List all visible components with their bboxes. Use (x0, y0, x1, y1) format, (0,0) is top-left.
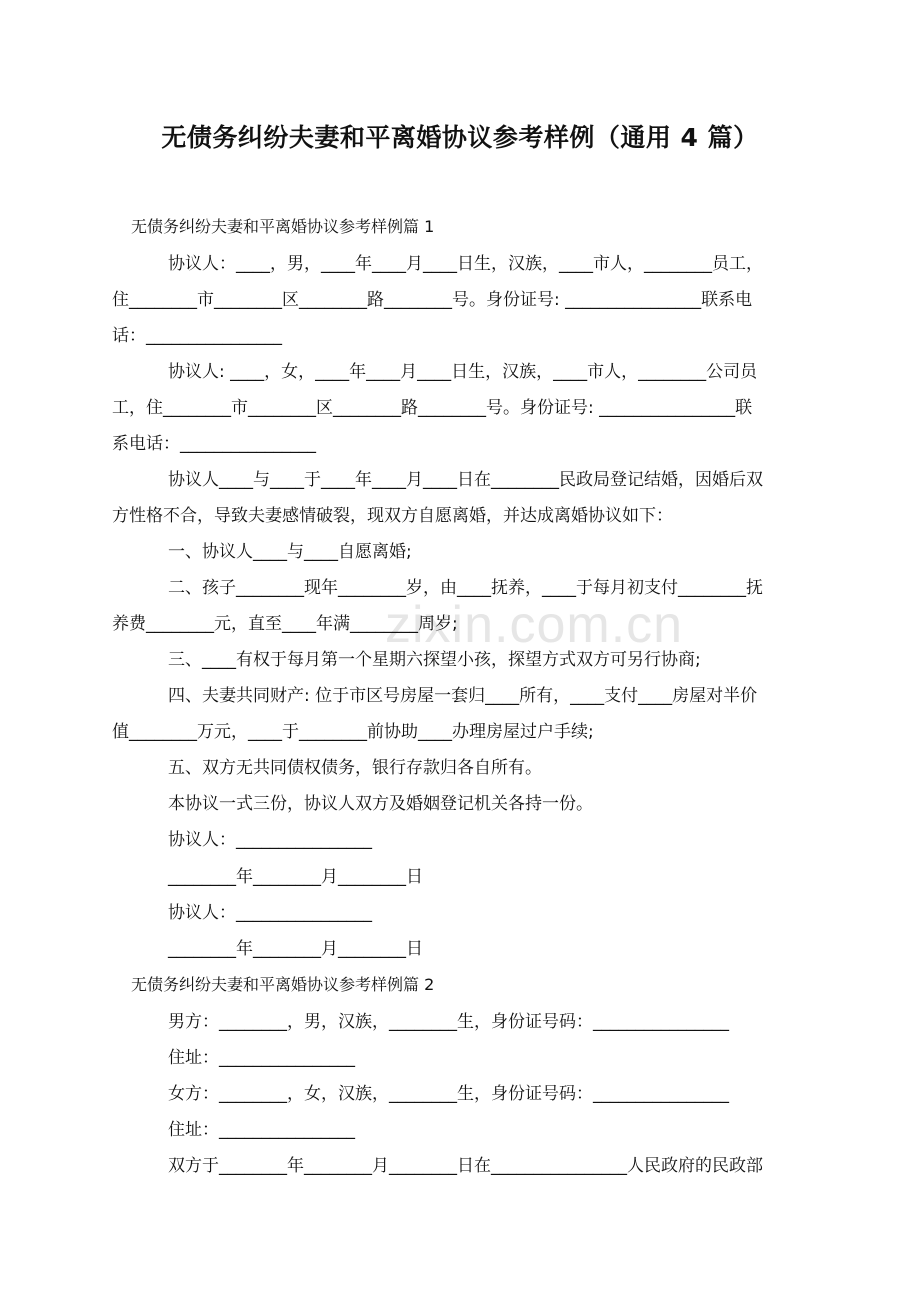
paragraph-line: 本协议一式三份，协议人双方及婚姻登记机关各持一份。 (168, 794, 593, 814)
paragraph-line: 五、双方无共同债权债务，银行存款归各自所有。 (168, 758, 542, 778)
paragraph-line: 住址：________________ (168, 1120, 355, 1140)
section-heading-2: 无债务纠纷夫妻和平离婚协议参考样例篇 2 (131, 975, 435, 994)
paragraph-line: 三、____有权于每月第一个星期六探望小孩，探望方式双方可另行协商; (168, 650, 701, 670)
paragraph-line: 女方：________，女，汉族，________生，身份证号码：________________ (168, 1084, 729, 1104)
paragraph-line: 工，住________市________区________路________号。身份证号: ________________联 (112, 398, 753, 418)
paragraph-line: 男方：________，男，汉族，________生，身份证号码：________________ (168, 1012, 729, 1032)
signature-line: 协议人：________________ (168, 830, 372, 850)
date-line: ________年________月________日 (168, 939, 423, 959)
paragraph-line: 四、夫妻共同财产: 位于市区号房屋一套归____所有，____支付____房屋对半价 (168, 686, 758, 706)
paragraph-line: 养费________元，直至____年满________周岁; (112, 614, 458, 634)
paragraph-line: 双方于________年________月________日在________________人民政府的民政部 (168, 1156, 763, 1176)
document-title: 无债务纠纷夫妻和平离婚协议参考样例（通用 4 篇） (161, 123, 759, 152)
signature-line: 协议人：________________ (168, 903, 372, 923)
paragraph-line: 协议人：____，男，____年____月____日生，汉族，____市人，________员工， (168, 254, 763, 274)
paragraph-line: 协议人: ____，女，____年____月____日生，汉族，____市人，________公司员 (168, 362, 758, 382)
section-heading-1: 无债务纠纷夫妻和平离婚协议参考样例篇 1 (131, 217, 435, 236)
paragraph-line: 住________市________区________路________号。身份证号: ________________联系电 (112, 290, 753, 310)
paragraph-line: 值________万元，____于________前协助____办理房屋过户手续; (112, 722, 594, 742)
paragraph-line: 系电话：________________ (112, 434, 316, 454)
paragraph-line: 住址：________________ (168, 1048, 355, 1068)
date-line: ________年________月________日 (168, 867, 423, 887)
paragraph-line: 协议人____与____于____年____月____日在________民政局登记结婚，因婚后双 (168, 470, 763, 490)
paragraph-line: 方性格不合，导致夫妻感情破裂，现双方自愿离婚，并达成离婚协议如下： (112, 506, 673, 526)
paragraph-line: 二、孩子________现年________岁，由____抚养，____于每月初支付________抚 (168, 578, 763, 598)
paragraph-line: 话：________________ (112, 326, 282, 346)
watermark: zixin.com.cn (385, 596, 684, 654)
paragraph-line: 一、协议人____与____自愿离婚; (168, 542, 412, 562)
